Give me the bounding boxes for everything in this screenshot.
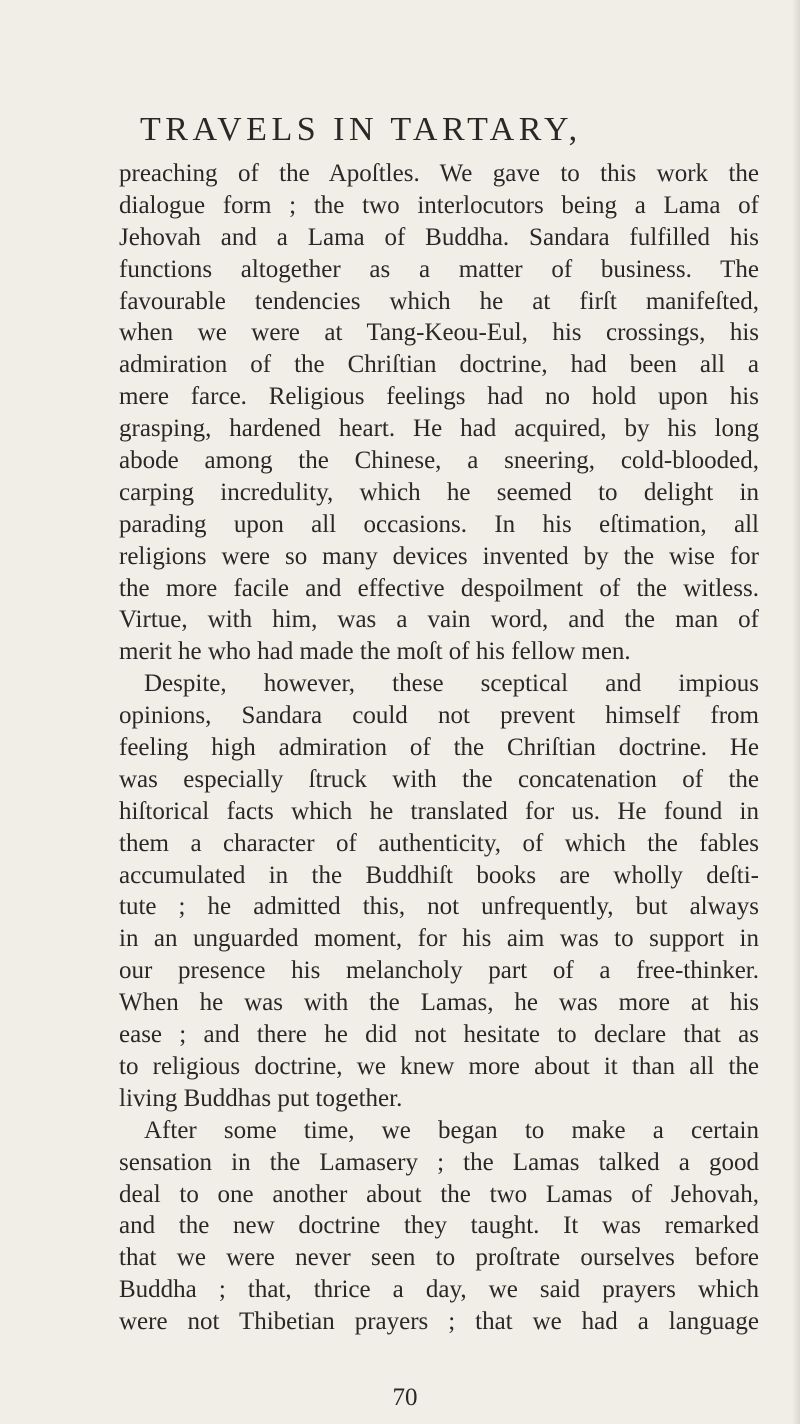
- text-line: admiration of the Chriſtian doctrine, had been all a: [119, 351, 759, 379]
- page-number: 70: [392, 1384, 418, 1411]
- text-line: hiſtorical facts which he translated for us. He found in: [119, 797, 759, 825]
- text-line: were not Thibetian prayers ; that we had a language: [119, 1308, 759, 1336]
- text-line: deal to one another about the two Lamas of Jehovah,: [119, 1180, 759, 1208]
- text-line: accumulated in the Buddhiſt books are wholly deſti-: [119, 861, 759, 889]
- text-line: Virtue, with him, was a vain word, and the man of: [119, 606, 759, 634]
- text-line: that we were never seen to proſtrate ourselves before: [119, 1244, 759, 1272]
- text-line: grasping, hardened heart. He had acquired, by his long: [119, 415, 759, 443]
- text-line: to religious doctrine, we knew more about it than all the: [119, 1052, 759, 1080]
- text-line: When he was with the Lamas, he was more at his: [119, 989, 759, 1017]
- text-line: Despite, however, these sceptical and impious: [144, 670, 759, 698]
- text-line: Jehovah and a Lama of Buddha. Sandara fulfilled his: [119, 223, 759, 251]
- text-line: sensation in the Lamasery ; the Lamas talked a good: [119, 1148, 759, 1176]
- text-line: and the new doctrine they taught. It was remarked: [119, 1212, 759, 1240]
- text-line: merit he who had made the moſt of his fellow men.: [119, 638, 631, 666]
- text-line: carping incredulity, which he seemed to delight in: [119, 478, 759, 506]
- text-line: mere farce. Religious feelings had no hold upon his: [119, 383, 759, 411]
- running-head: TRAVELS IN TARTARY,: [140, 111, 582, 148]
- text-line: favourable tendencies which he at firſt manifeſted,: [119, 287, 759, 315]
- text-line: preaching of the Apoſtles. We gave to this work the: [119, 160, 759, 187]
- text-line: when we were at Tang-Keou-Eul, his crossings, his: [119, 319, 759, 347]
- text-line: dialogue form ; the two interlocutors being a Lama of: [119, 191, 759, 219]
- text-line: After some time, we began to make a certain: [144, 1116, 759, 1144]
- text-line: abode among the Chinese, a sneering, cold-blooded,: [119, 447, 759, 475]
- page-edge-shadow: [792, 0, 800, 1424]
- text-line: was especially ſtruck with the concatenation of the: [119, 765, 759, 793]
- text-line: opinions, Sandara could not prevent himself from: [119, 702, 759, 730]
- text-line: parading upon all occasions. In his eſtimation, all: [119, 510, 759, 538]
- text-line: the more facile and effective despoilment of the witless.: [119, 574, 759, 602]
- text-line: living Buddhas put together.: [119, 1084, 403, 1112]
- text-line: religions were so many devices invented by the wise for: [119, 542, 759, 570]
- text-line: them a character of authenticity, of which the fables: [119, 829, 759, 857]
- text-line: our presence his melancholy part of a free-thinker.: [119, 957, 759, 985]
- body-text: [119, 158, 759, 1338]
- text-line: feeling high admiration of the Chriſtian doctrine. He: [119, 734, 759, 762]
- text-line: in an unguarded moment, for his aim was to support in: [119, 925, 759, 953]
- text-line: ease ; and there he did not hesitate to declare that as: [119, 1021, 759, 1049]
- text-line: Buddha ; that, thrice a day, we said prayers which: [119, 1276, 759, 1304]
- text-line: tute ; he admitted this, not unfrequently, but always: [119, 893, 759, 921]
- text-line: functions altogether as a matter of business. The: [119, 255, 759, 283]
